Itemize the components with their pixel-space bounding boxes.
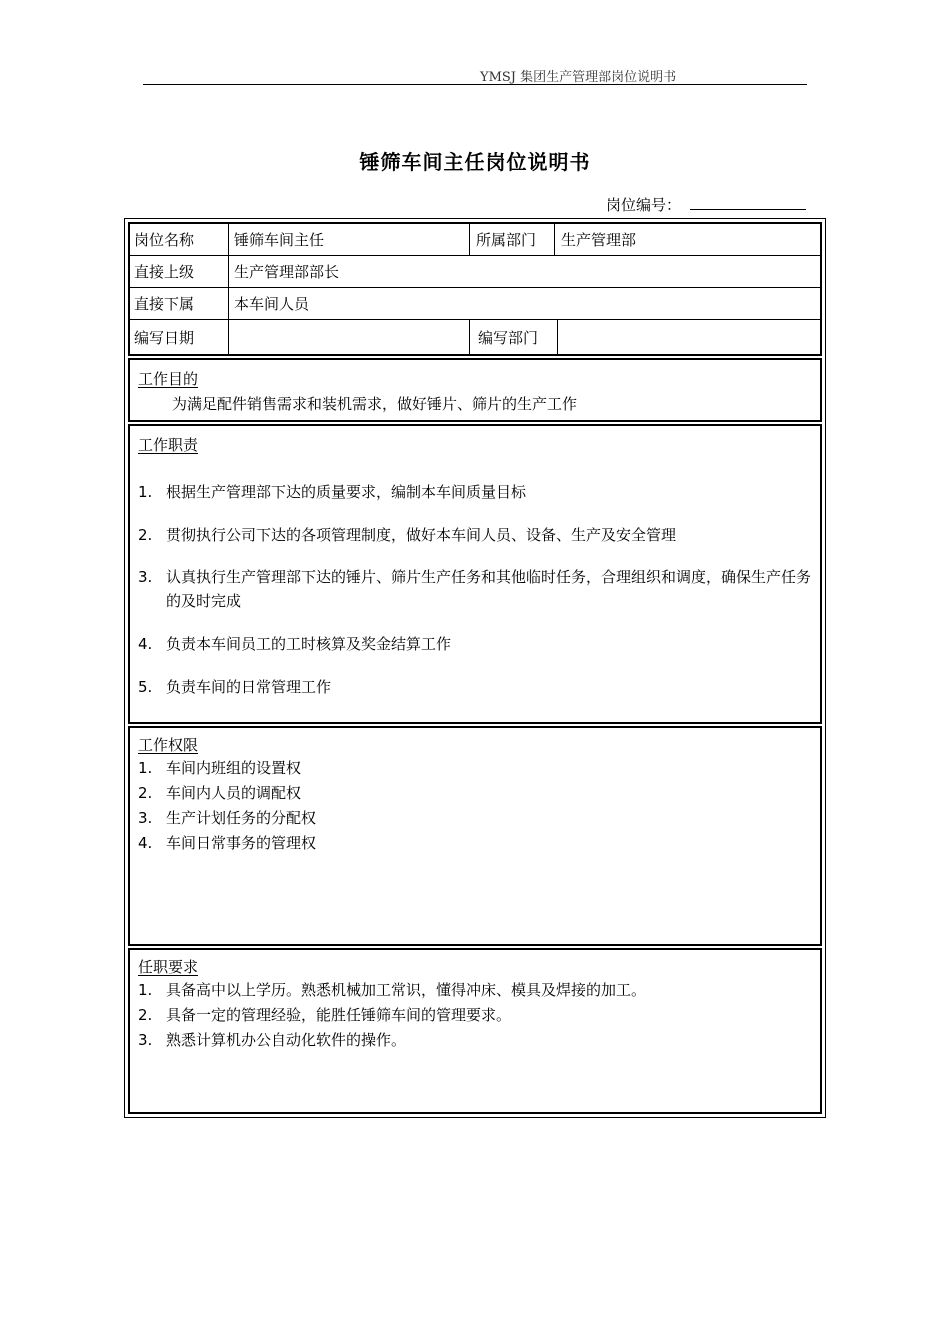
authority-item-number: 4. xyxy=(138,834,153,852)
post-code-label: 岗位编号： xyxy=(606,196,682,214)
row-divider xyxy=(130,319,820,320)
requirement-item-number: 2. xyxy=(138,1006,153,1024)
column-divider xyxy=(554,224,555,255)
authority-item-number: 3. xyxy=(138,809,153,827)
duty-item-number: 1. xyxy=(138,483,153,501)
requirements-title: 任职要求 xyxy=(138,958,199,976)
running-header: YMSJ 集团生产管理部岗位说明书 xyxy=(480,70,677,85)
column-divider xyxy=(557,319,558,354)
duty-item-number: 2. xyxy=(138,526,153,544)
basic-info-section xyxy=(128,222,822,356)
duty-item-number: 4. xyxy=(138,635,153,653)
authority-item-number: 1. xyxy=(138,759,153,777)
duty-item-text: 认真执行生产管理部下达的锤片、筛片生产任务和其他临时任务，合理组织和调度，确保生产任务的及时完成 xyxy=(166,568,812,610)
header-rule xyxy=(143,84,807,85)
purpose-title: 工作目的 xyxy=(138,370,199,388)
duty-item-text: 负责本车间员工的工时核算及奖金结算工作 xyxy=(166,635,452,653)
department-value: 生产管理部 xyxy=(561,231,637,249)
requirement-item-number: 1. xyxy=(138,981,153,999)
authority-section xyxy=(128,726,822,946)
column-divider xyxy=(228,224,229,354)
authority-item-text: 车间日常事务的管理权 xyxy=(166,834,317,852)
requirements-section xyxy=(128,948,822,1114)
requirement-item-text: 熟悉计算机办公自动化软件的操作。 xyxy=(166,1031,407,1049)
compile-department-label: 编写部门 xyxy=(478,329,539,347)
duty-item-text: 根据生产管理部下达的质量要求，编制本车间质量目标 xyxy=(166,483,527,501)
duties-title: 工作职责 xyxy=(138,436,199,454)
authority-item-number: 2. xyxy=(138,784,153,802)
requirement-item-text: 具备高中以上学历。熟悉机械加工常识，懂得冲床、模具及焊接的加工。 xyxy=(166,981,647,999)
requirement-item-text: 具备一定的管理经验，能胜任锤筛车间的管理要求。 xyxy=(166,1006,512,1024)
compile-date-label: 编写日期 xyxy=(134,329,195,347)
post-code-blank[interactable] xyxy=(690,209,806,210)
superior-value: 生产管理部部长 xyxy=(234,263,340,281)
column-divider xyxy=(469,224,470,255)
compile-date-value[interactable] xyxy=(234,329,464,347)
row-divider xyxy=(130,287,820,288)
authority-item-text: 生产计划任务的分配权 xyxy=(166,809,317,827)
superior-label: 直接上级 xyxy=(134,263,195,281)
duty-item-number: 3. xyxy=(138,568,153,586)
compile-department-value[interactable] xyxy=(564,329,814,347)
purpose-text: 为满足配件销售需求和装机需求，做好锤片、筛片的生产工作 xyxy=(172,395,578,413)
document-title: 锤筛车间主任岗位说明书 xyxy=(359,150,591,174)
job-description-table xyxy=(124,218,826,1118)
subordinate-label: 直接下属 xyxy=(134,295,195,313)
subordinate-value: 本车间人员 xyxy=(234,295,310,313)
post-name-label: 岗位名称 xyxy=(134,231,195,249)
post-name-value: 锤筛车间主任 xyxy=(234,231,325,249)
column-divider xyxy=(469,319,470,354)
authority-title: 工作权限 xyxy=(138,736,199,754)
requirement-item-number: 3. xyxy=(138,1031,153,1049)
authority-item-text: 车间内人员的调配权 xyxy=(166,784,302,802)
department-label: 所属部门 xyxy=(476,231,537,249)
duty-item-number: 5. xyxy=(138,678,153,696)
duty-item-text: 负责车间的日常管理工作 xyxy=(166,678,332,696)
duty-item-text: 贯彻执行公司下达的各项管理制度，做好本车间人员、设备、生产及安全管理 xyxy=(166,526,677,544)
purpose-section xyxy=(128,358,822,422)
authority-item-text: 车间内班组的设置权 xyxy=(166,759,302,777)
row-divider xyxy=(130,255,820,256)
duties-section xyxy=(128,424,822,724)
